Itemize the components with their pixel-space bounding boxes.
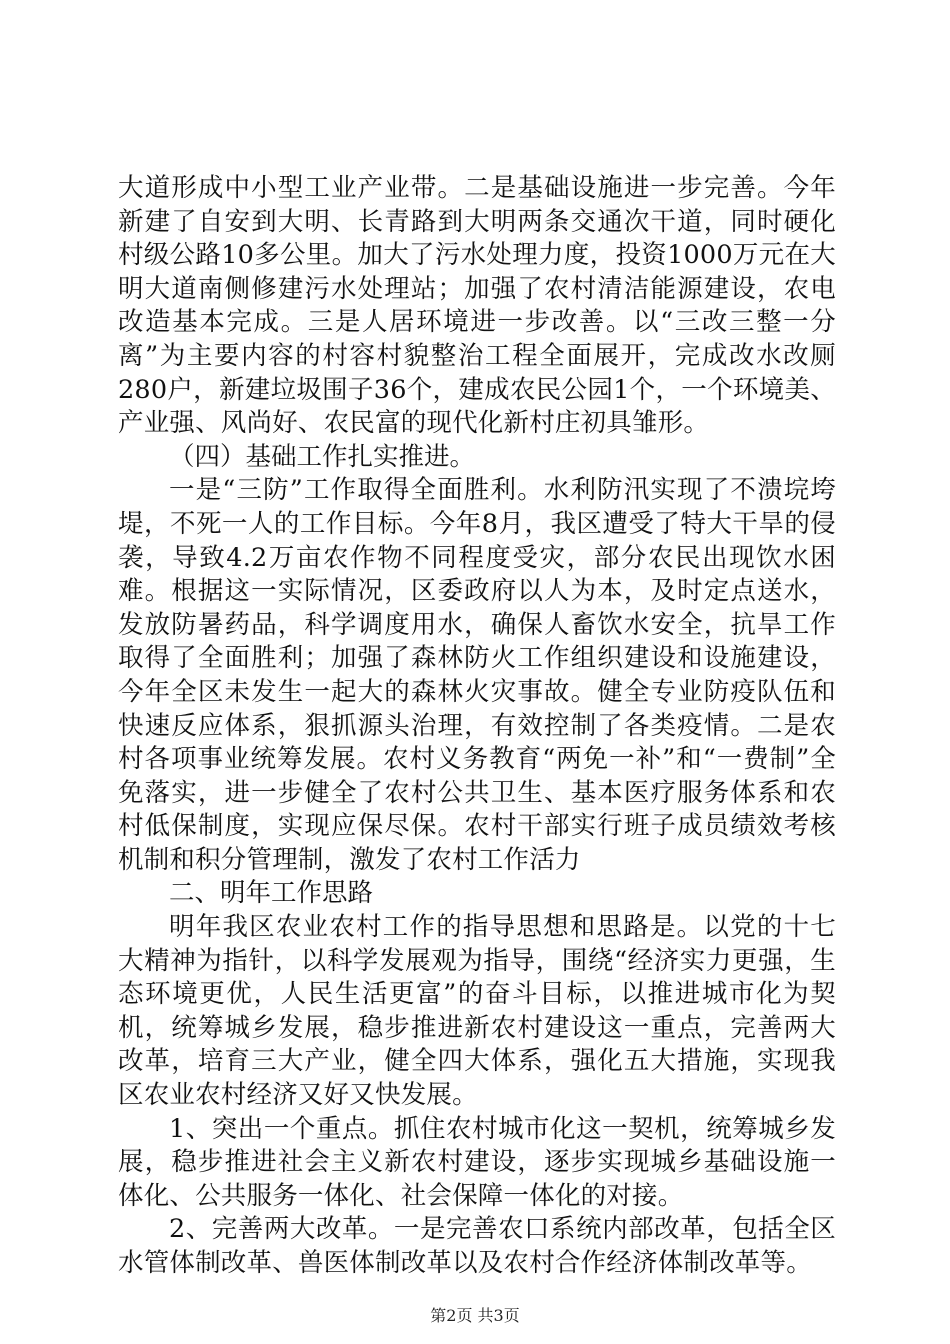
paragraph-guiding-thought: 明年我区农业农村工作的指导思想和思路是。以党的十七大精神为指针，以科学发展观为指导，围绕“经济实力更强，生态环境更优，人民生活更富”的奋斗目标，以推进城市化为契机，统筹城乡发展，稳步推进新农村建设这一重点，完善两大改革，培育三大产业，健全四大体系，强化五大措施，实现我区农业农村经济又好又快发展。 — [118, 912, 836, 1111]
paragraph-two-reforms: 2、完善两大改革。一是完善农口系统内部改革，包括全区水管体制改革、兽医体制改革以及农村合作经济体制改革等。 — [118, 1214, 836, 1278]
page-footer: 第2页 共3页 — [430, 1306, 520, 1325]
section-heading-basic-work: （四）基础工作扎实推进。 — [169, 441, 476, 472]
paragraph-infrastructure: 大道形成中小型工业产业带。二是基础设施进一步完善。今年新建了自安到大明、长青路到大明两条交通次干道，同时硬化村级公路10多公里。加大了污水处理力度，投资1000万元在大明大道南侧修建污水处理站；加强了农村清洁能源建设，农电改造基本完成。三是人居环境进一步改善。以“三改三整一分离”为主要内容的村容村貌整治工程全面展开，完成改水改厕280户，新建垃圾围子36个，建成农民公园1个，一个环境美、产业强、风尚好、农民富的现代化新村庄初具雏形。 — [118, 173, 836, 439]
paragraph-key-point: 1、突出一个重点。抓住农村城市化这一契机，统筹城乡发展，稳步推进社会主义新农村建设，逐步实现城乡基础设施一体化、公共服务一体化、社会保障一体化的对接。 — [118, 1113, 836, 1211]
section-heading-next-year: 二、明年工作思路 — [169, 878, 374, 909]
document-body — [118, 172, 836, 1281]
paragraph-three-prevention: 一是“三防”工作取得全面胜利。水利防汛实现了不溃垸垮堤，不死一人的工作目标。今年8月，我区遭受了特大干旱的侵袭，导致4.2万亩农作物不同程度受灾，部分农民出现饮水困难。根据这一实际情况，区委政府以人为本，及时定点送水，发放防暑药品，科学调度用水，确保人畜饮水安全，抗旱工作取得了全面胜利；加强了森林防火工作组织建设和设施建设，今年全区未发生一起大的森林火灾事故。健全专业防疫队伍和快速反应体系，狠抓源头治理，有效控制了各类疫情。二是农村各项事业统筹发展。农村义务教育“两免一补”和“一费制”全免落实，进一步健全了农村公共卫生、基本医疗服务体系和农村低保制度，实现应保尽保。农村干部实行班子成员绩效考核机制和积分管理制，激发了农村工作活力 — [118, 475, 836, 875]
